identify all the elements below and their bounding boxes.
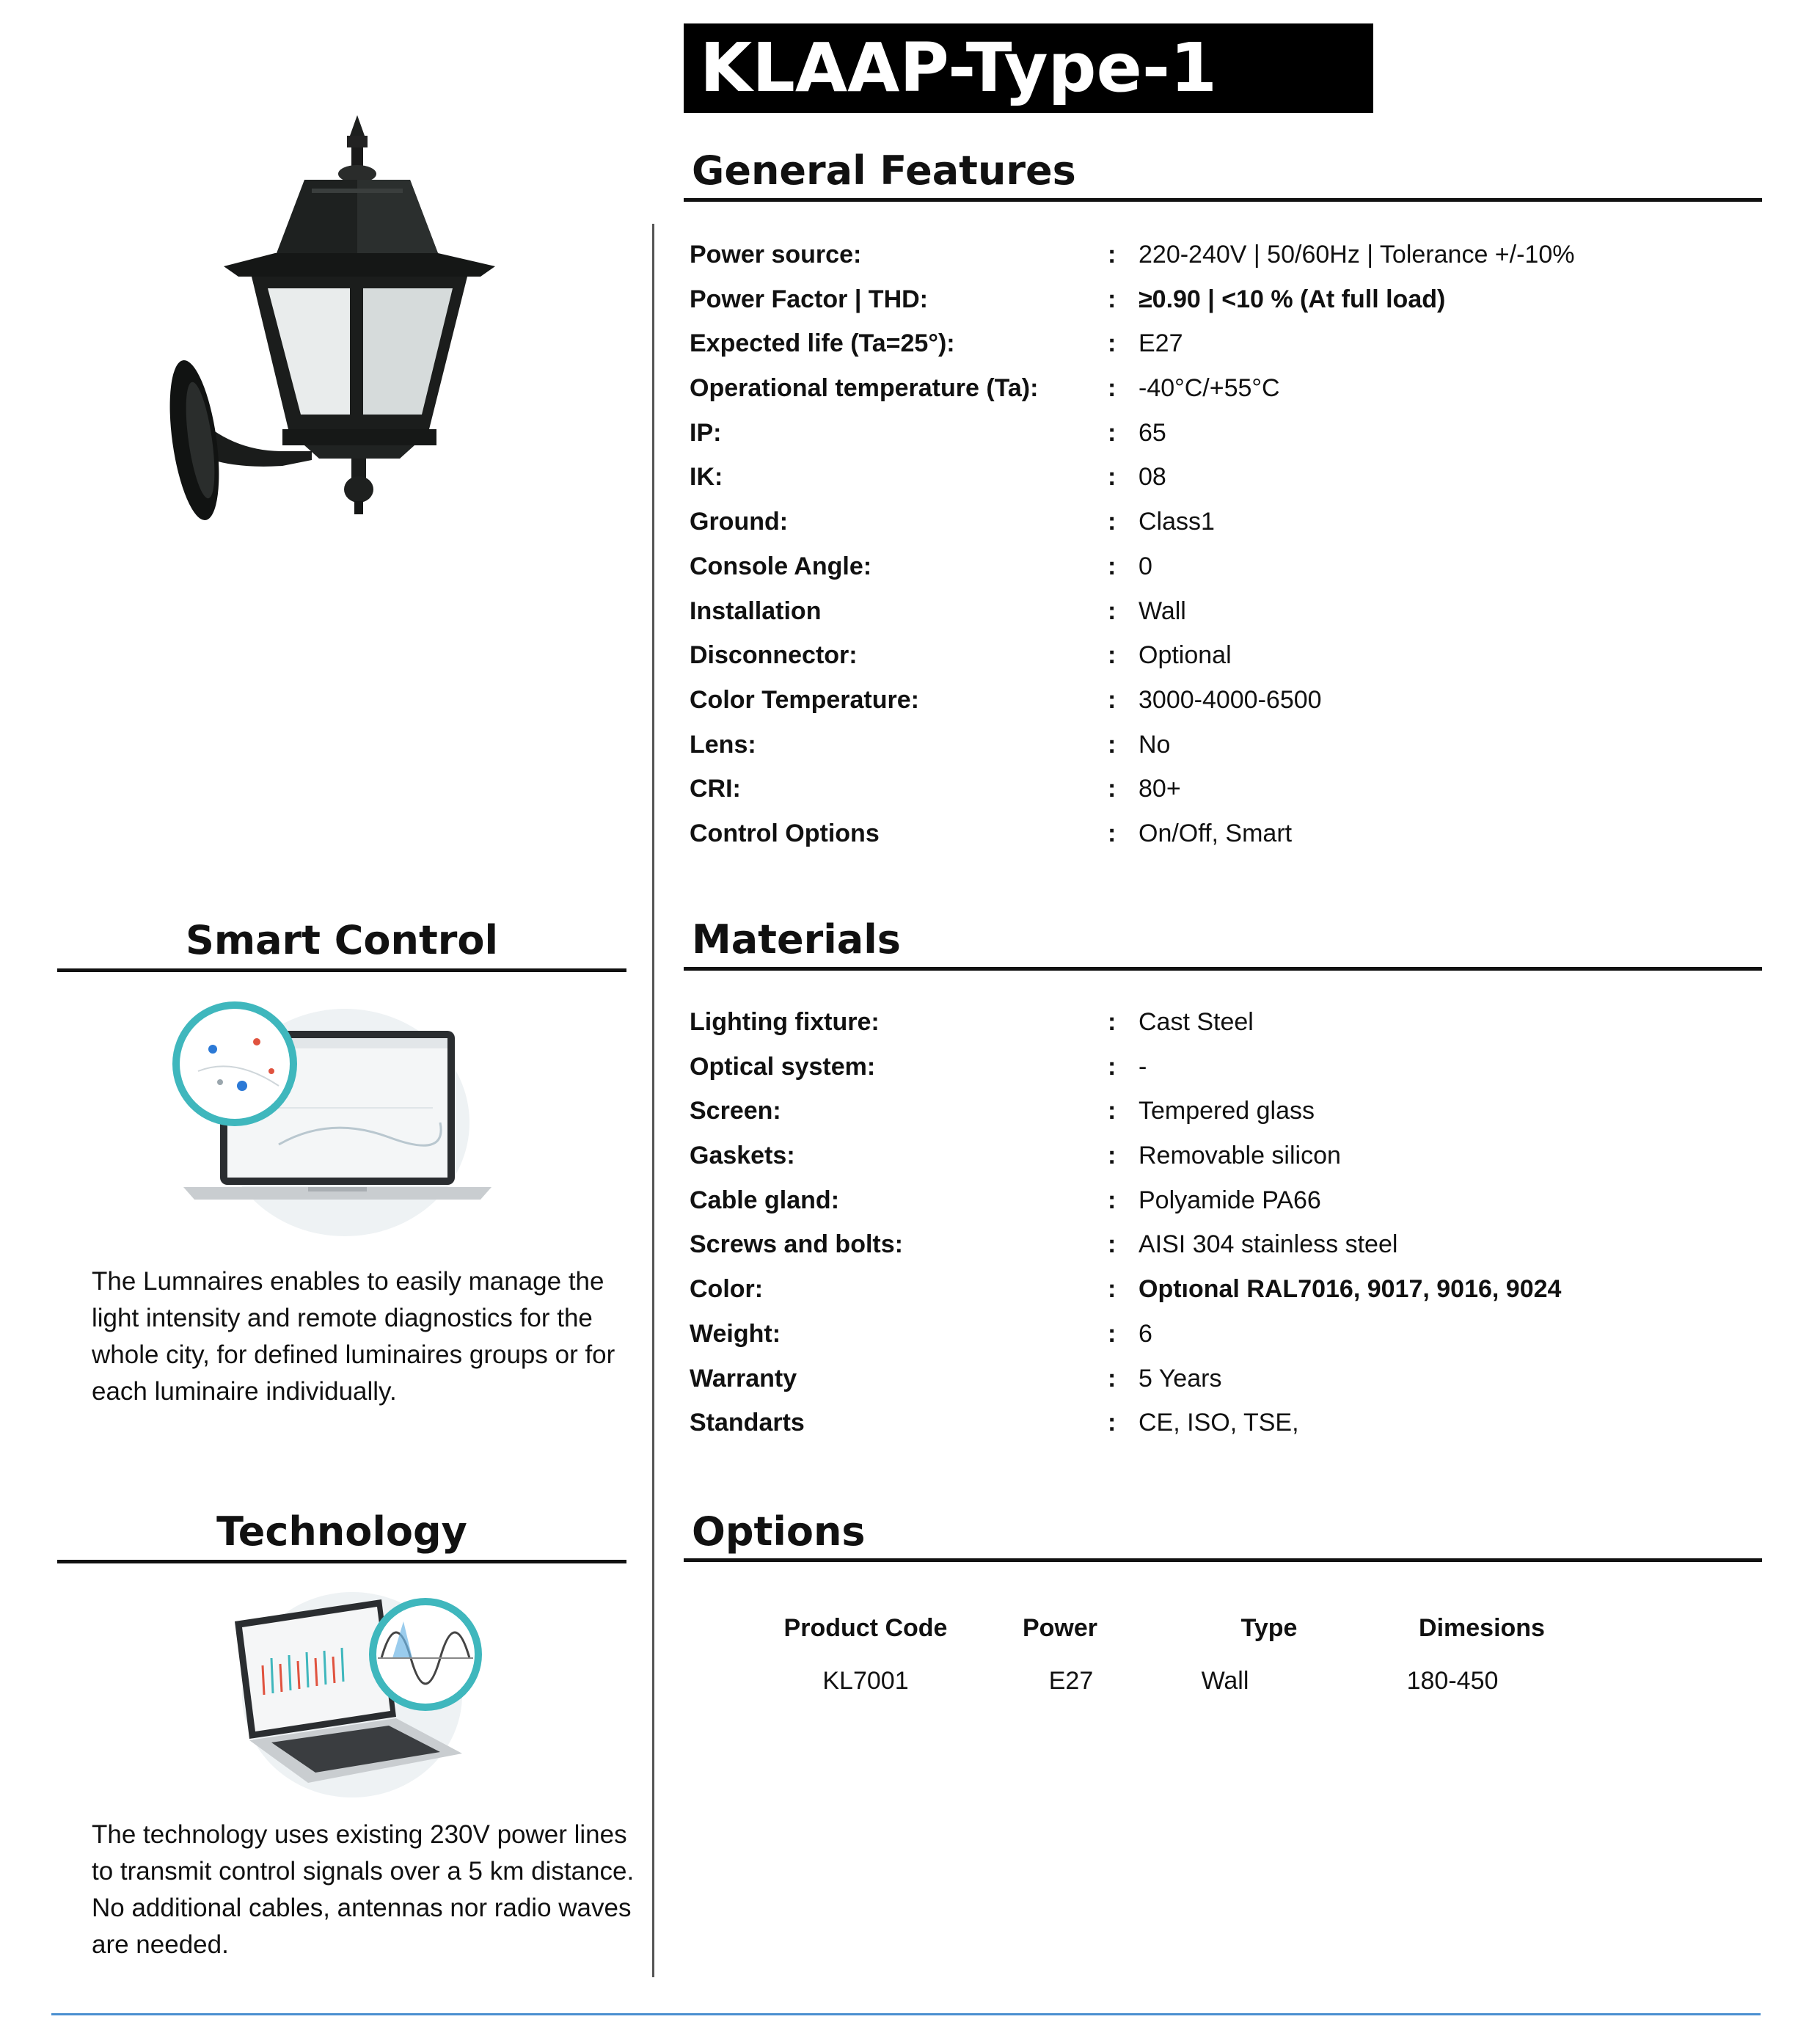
spec-row-installation: Installation : Wall [690, 596, 1186, 625]
spec-row-lens: Lens: : No [690, 730, 1171, 759]
column-divider [652, 224, 654, 1977]
general-features-rule [684, 198, 1762, 202]
options-header-type: Type [1240, 1614, 1298, 1642]
spec-row-power-source: Power source: : 220-240V | 50/60Hz | Tolerance +/-10% [690, 241, 1575, 269]
spec-row-ip: IP: : 65 [690, 418, 1166, 447]
smart-control-laptop-image [169, 998, 491, 1240]
spec-row-expected-life: Expected life (Ta=25°): : E27 [690, 329, 1183, 358]
options-header-power: Power [1022, 1614, 1098, 1642]
technology-rule [57, 1560, 626, 1563]
options-cell-dimensions: 180-450 [1406, 1667, 1499, 1695]
options-cell-power: E27 [1048, 1667, 1094, 1695]
options-rule [684, 1558, 1762, 1562]
technology-description: The technology uses existing 230V power lines to transmit control signals over a 5 km distance. No additional cables, antennas nor radio waves are needed. [92, 1820, 635, 1959]
material-row-warranty: Warranty : 5 Years [690, 1364, 1222, 1393]
materials-heading: Materials [692, 916, 901, 963]
spec-row-operational-temperature: Operational temperature (Ta): : -40°C/+55°C [690, 374, 1280, 403]
spec-row-ik: IK: : 08 [690, 463, 1166, 492]
spec-row-disconnector: Disconnector: : Optional [690, 641, 1232, 670]
material-row-screws-and-bolts: Screws and bolts: : AISI 304 stainless steel [690, 1230, 1398, 1259]
smart-control-description: The Lumnaires enables to easily manage the light intensity and remote diagnostics for the whole city, for defined luminaires groups or for each luminaire individually. [92, 1267, 615, 1406]
material-row-screen: Screen: : Tempered glass [690, 1097, 1315, 1125]
general-features-heading: General Features [692, 147, 1076, 194]
spec-row-color-temperature: Color Temperature: : 3000-4000-6500 [690, 685, 1322, 714]
spec-row-ground: Ground: : Class1 [690, 508, 1215, 536]
materials-list [690, 1000, 1761, 1445]
footer-line [51, 2013, 1761, 2015]
options-heading: Options [692, 1508, 866, 1555]
material-row-standarts: Standarts : CE, ISO, TSE, [690, 1409, 1299, 1437]
general-features-list [690, 233, 1761, 856]
material-row-cable-gland: Cable gland: : Polyamide PA66 [690, 1186, 1321, 1214]
technology-heading: Technology [216, 1508, 467, 1555]
material-row-lighting-fixture: Lighting fixture: : Cast Steel [690, 1008, 1254, 1036]
options-cell-type: Wall [1201, 1667, 1249, 1695]
materials-rule [684, 967, 1762, 971]
spec-row-control-options: Control Options : On/Off, Smart [690, 819, 1293, 847]
wall-lantern-image [165, 106, 502, 525]
spec-row-power-factor: Power Factor | THD: : ≥0.90 | <10 % (At full load) [690, 285, 1446, 313]
material-row-optical-system: Optical system: : - [690, 1052, 1147, 1081]
spec-row-cri: CRI: : 80+ [690, 775, 1181, 803]
spec-row-console-angle: Console Angle: : 0 [690, 552, 1152, 580]
material-row-color: Color: : Optıonal RAL7016, 9017, 9016, 9024 [690, 1275, 1562, 1304]
smart-control-heading: Smart Control [185, 917, 499, 963]
options-cell-product-code: KL7001 [822, 1667, 909, 1695]
technology-laptop-image [220, 1585, 499, 1805]
options-header-product-code: Product Code [783, 1614, 948, 1642]
product-title: KLAAP-Type-1 [684, 23, 1373, 113]
material-row-gaskets: Gaskets: : Removable silicon [690, 1142, 1341, 1170]
options-header-dimensions: Dimesions [1419, 1614, 1545, 1642]
material-row-weight: Weight: : 6 [690, 1319, 1152, 1348]
smart-control-rule [57, 968, 626, 972]
